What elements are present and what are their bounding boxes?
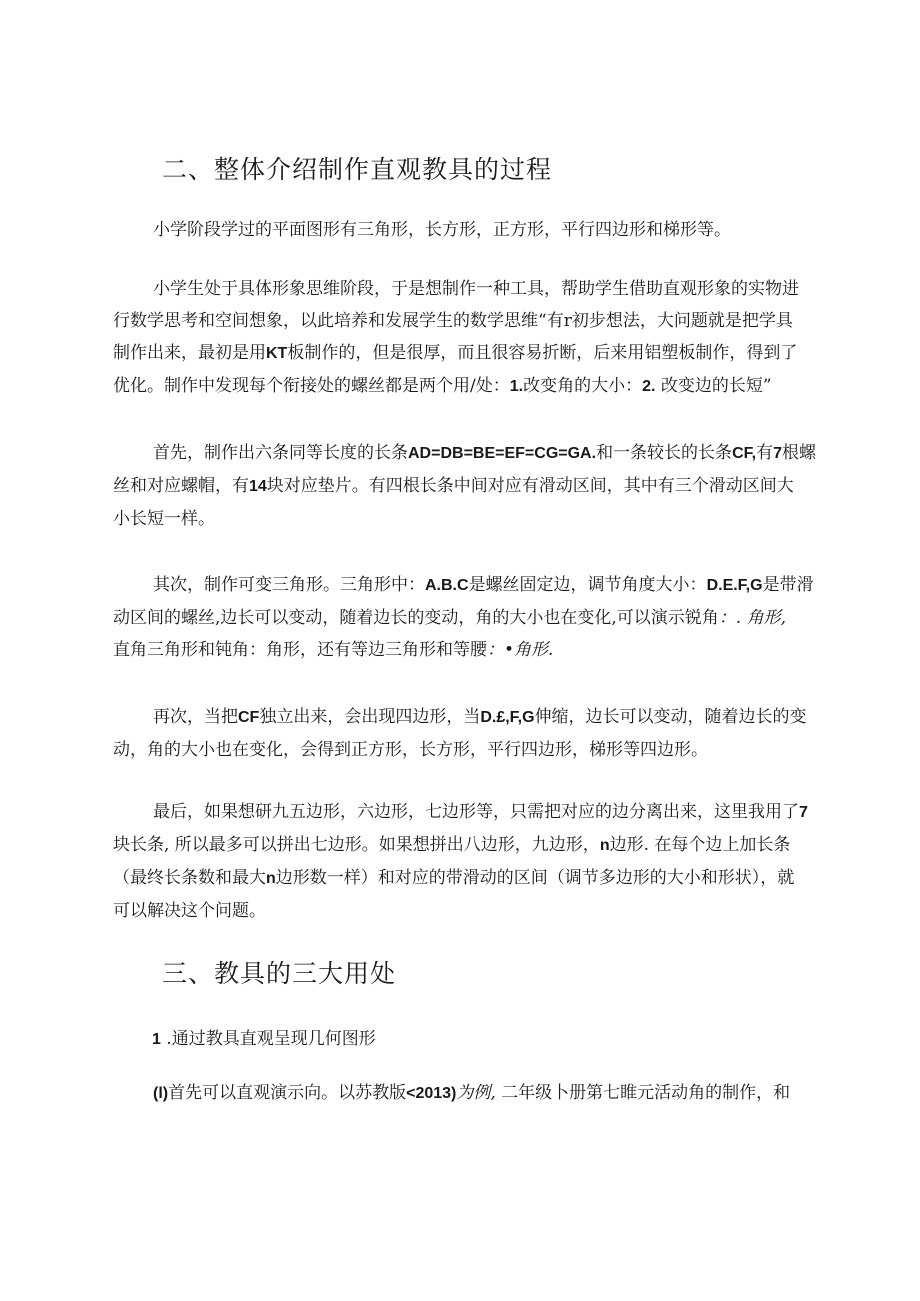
- text-run: KT: [266, 345, 288, 362]
- text-run: 其次，制作可变三角形。三角形中：: [153, 575, 425, 595]
- section-2-heading: 二、整体介绍制作直观教具的过程: [162, 155, 553, 184]
- section-3-heading: 三、教具的三大用处: [162, 959, 397, 988]
- text-run: 最后，如果想研九五边形，六边形，七边形等，只需把对应的边分离出来，这里我用了: [153, 802, 799, 822]
- text-run: 块对应垫片。有四根长条中间对应有滑动区间，其中有三个滑动区间大: [266, 476, 794, 496]
- text-line: 小学阶段学过的平面图形有三角形，长方形，正方形，平行四边形和梯形等。: [153, 220, 731, 240]
- paragraph-plane-shapes: [113, 214, 813, 246]
- text-line: [113, 470, 813, 503]
- text-run: 边形. 在每个边上加长条: [609, 835, 791, 855]
- text-run: 14: [249, 478, 267, 495]
- text-run: CF,: [732, 445, 757, 462]
- text-run: 和一条较长的长条: [596, 443, 733, 463]
- text-run: 丝和对应螺帽，有: [113, 476, 249, 496]
- text-run: D.E.F,G: [706, 577, 763, 594]
- text-run: 是带滑: [762, 575, 814, 595]
- text-line: 可以解决这个问题。: [113, 901, 266, 921]
- text-run: 制作出来，最初是用: [113, 343, 266, 363]
- subsection-1-heading: [152, 1024, 376, 1049]
- text-run: （最终长条数和最大: [113, 868, 266, 888]
- text-run: n: [599, 837, 610, 854]
- text-run: 有: [756, 443, 774, 463]
- text-run: 根螺: [781, 443, 816, 463]
- text-run: 7: [773, 445, 782, 462]
- text-run: 7: [799, 804, 808, 821]
- text-run: CF: [238, 709, 260, 726]
- text-run: 二年级卜册第七睢元活动角的制作，和: [495, 1083, 791, 1103]
- text-line: 小长短一样。: [113, 509, 215, 529]
- paragraph-usage-one: [113, 1077, 813, 1110]
- text-run: 是螺丝固定边，调节角度大小：: [468, 575, 707, 595]
- text-run: 1.: [509, 378, 524, 395]
- paragraph-thinking-stage: [113, 273, 813, 403]
- text-line: [113, 602, 813, 634]
- text-run: 2.: [642, 378, 656, 395]
- text-run: 伸缩，边长可以变动，随着边长的变: [534, 707, 807, 727]
- text-run: n: [266, 870, 276, 887]
- text-run: 独立出来，会出现四边形，当: [259, 707, 481, 727]
- text-line: [113, 569, 813, 602]
- text-run: 首先可以直观演示向。以苏教版: [168, 1083, 407, 1103]
- text-line: [113, 701, 813, 734]
- text-run: 块长条, 所以最多可以拼出七边形。如果想拼出八边形，九边形，: [113, 835, 600, 855]
- paragraph-final-step: [113, 796, 813, 927]
- text-run: AD=DB=BE=EF=CG=GA.: [408, 445, 597, 462]
- paragraph-third-step: [113, 701, 813, 766]
- text-run: 改变边的长短”: [655, 376, 772, 396]
- text-run: 首先，制作出六条同等长度的长条: [153, 443, 408, 463]
- text-line: 小学生处于具体形象思维阶段，于是想制作一种工具，帮助学生借助直观形象的实物进: [153, 279, 799, 299]
- text-run: 边形数一样）和对应的带滑动的区间（调节多边形的大小和形状），就: [275, 868, 795, 888]
- text-line: [113, 796, 813, 829]
- text-line: [113, 1077, 813, 1110]
- text-line: [113, 829, 813, 862]
- text-run: .通过教具直观呈现几何图形: [160, 1029, 376, 1049]
- text-run: (l): [153, 1085, 169, 1102]
- paragraph-first-step: [113, 437, 816, 535]
- text-run: D.£,F,G: [480, 709, 535, 726]
- text-run: 板制作的，但是很厚，而且很容易折断，后来用铝塑板制作，得到了: [287, 343, 798, 363]
- text-run: ：. 角形,: [718, 608, 787, 628]
- text-line: [113, 634, 813, 666]
- paragraph-second-step: [113, 569, 813, 666]
- text-run: 直角三角形和钝角：角形，还有等边三角形和等腰: [113, 640, 487, 660]
- text-run: ：•角形.: [487, 640, 554, 660]
- text-run: 改变角的大小：: [523, 376, 643, 396]
- text-line: [113, 862, 813, 895]
- text-run: 优化。制作中发现每个衔接处的螺丝都是两个用/处：: [113, 376, 510, 396]
- text-run: 再次，当把: [153, 707, 238, 727]
- text-run: <2013): [406, 1085, 457, 1102]
- text-line: [113, 337, 813, 370]
- text-line: [113, 437, 816, 470]
- text-run: 动区间的螺丝,边长可以变动，随着边长的变动，角的大小也在变化,可以演示锐角: [113, 608, 719, 628]
- text-line: [113, 370, 813, 403]
- text-run: 为例,: [456, 1083, 496, 1103]
- text-line: 行数学思考和空间想象，以此培养和发展学生的数学思维“有r初步想法，大问题就是把学具: [113, 311, 793, 331]
- text-run: 1: [152, 1031, 161, 1048]
- text-run: A.B.C: [425, 577, 469, 594]
- text-line: 动，角的大小也在变化，会得到正方形，长方形，平行四边形，梯形等四边形。: [113, 740, 708, 760]
